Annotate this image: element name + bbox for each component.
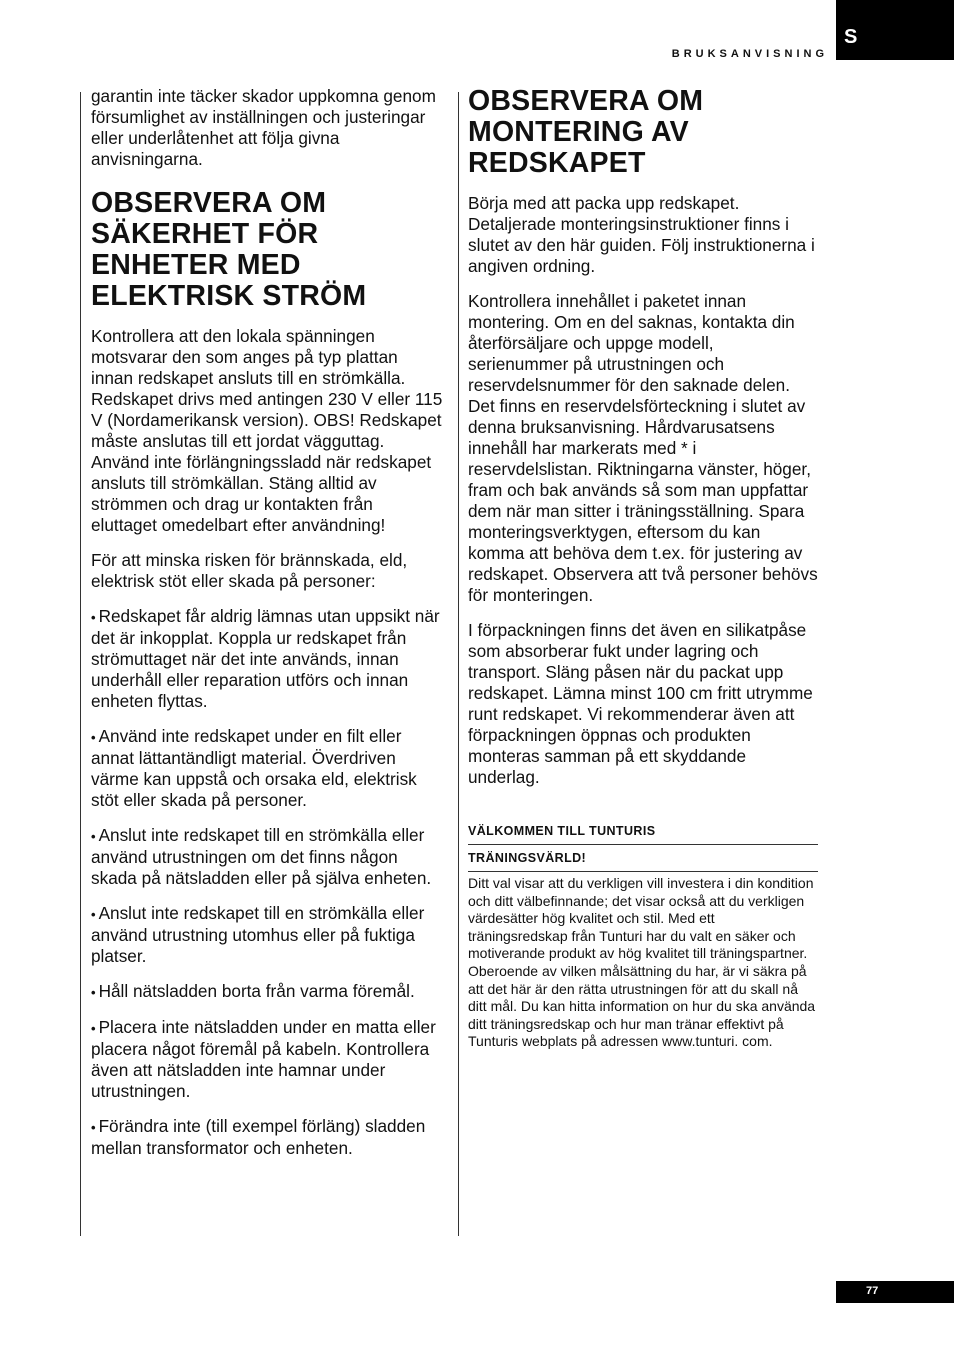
bullet-item: [91, 981, 443, 1003]
bullet-text: Förändra inte (till exempel förläng) sladden mellan transformator och enheten.: [91, 1116, 426, 1158]
right-column: [468, 86, 818, 1065]
welcome-text: Ditt val visar att du verkligen vill investera i din kondition och ditt välbefinnande; det visar också att du verkligen värdesätter hög kvalitet och stil. Med ett träningsredskap från Tunturi har du valt en säker och motiverande produkt av hög kvalitet till träningspartner. Oberoende av vilken målsättning du har, är vi säkra på att det här är den rätta utrustningen för att du skall nå ditt mål. Du kan hitta information on hur du ska använda ditt träningsredskap och hur man tränar effektivt på Tunturis webplats på adressen www.tunturi. com.: [468, 875, 816, 1050]
left-column-rule: [80, 92, 81, 1236]
welcome-heading-line1: VÄLKOMMEN TILL TUNTURIS: [468, 818, 818, 845]
welcome-heading-line2: TRÄNINGSVÄRLD!: [468, 845, 818, 872]
bullet-icon: •: [91, 730, 96, 745]
bullet-text: Redskapet får aldrig lämnas utan uppsikt när det är inkopplat. Koppla ur redskapet från strömuttaget när det inte används, innan underhåll eller reparation utförs och innan enheten flyttas.: [91, 606, 440, 711]
intro-paragraph: garantin inte täcker skador uppkomna genom försumlighet av inställningen och justeringar eller underlåtenhet att följa givna anvisningarna.: [91, 86, 436, 169]
left-column: [91, 86, 443, 1173]
bullet-icon: •: [91, 829, 96, 844]
bullet-icon: •: [91, 907, 96, 922]
unpack-paragraph: Börja med att packa upp redskapet. Detaljerade monteringsinstruktioner finns i slutet av den här guiden. Följ instruktionerna i angiven ordning.: [468, 193, 815, 276]
contents-paragraph: Kontrollera innehållet i paketet innan montering. Om en del saknas, kontakta din återförsäljare och uppge modell, serienummer på utrustningen och reservdelsnummer för den saknade delen. Det finns en reservdelsförteckning i slutet av denna bruksanvisning. Hårdvarusatsens innehåll har markerats med * i reservdelslistan. Riktningarna vänster, höger, fram och bak används så som man uppfattar dem när man sitter i träningsställning. Spara monteringsverktygen, eftersom du kan komma att behöva dem t.ex. för justering av redskapet. Observera att två personer behövs för monteringen.: [468, 291, 818, 605]
bullet-icon: •: [91, 610, 96, 625]
bullet-text: Anslut inte redskapet till en strömkälla eller använd utrustning utomhus eller på fuktiga platser.: [91, 903, 425, 966]
packaging-paragraph: I förpackningen finns det även en silikatpåse som absorberar fukt under lagring och transport. Släng påsen när du packat upp redskapet. Lämna minst 100 cm fritt utrymme runt redskapet. Vi rekommenderar även att förpackningen öppnas och produkten monteras samman på ett skyddande underlag.: [468, 620, 813, 787]
bullet-icon: •: [91, 1021, 96, 1036]
bullet-text: Håll nätsladden borta från varma föremål.: [98, 981, 415, 1001]
language-tab: S: [836, 0, 954, 60]
bullet-item: [91, 726, 443, 811]
section-heading-assembly: OBSERVERA OM MONTERING AV REDSKAPET: [468, 85, 704, 179]
bullet-item: [91, 903, 443, 967]
bullet-item: [91, 606, 443, 712]
bullet-icon: •: [91, 1120, 96, 1135]
bullet-icon: •: [91, 985, 96, 1000]
document-type-label: BRUKSANVISNING: [671, 48, 828, 60]
voltage-paragraph: Kontrollera att den lokala spänningen motsvarar den som anges på typ plattan innan redskapet ansluts till en strömkälla. Redskapet drivs med antingen 230 V eller 115 V (Nordamerikansk version). OBS! Redskapet måste anslutas till ett jordat vägguttag. Använd inte förlängningssladd när redskapet ansluts till strömkällan. Stäng alltid av strömmen och drag ur kontakten från eluttaget omedelbart efter användning!: [91, 326, 443, 535]
bullet-text: Anslut inte redskapet till en strömkälla eller använd utrustningen om det finns någon skada på nätsladden eller på själva enheten.: [91, 825, 432, 888]
middle-column-rule: [458, 92, 459, 1236]
bullet-item: [91, 1116, 443, 1159]
section-heading-electrical-safety: OBSERVERA OM SÄKERHET FÖR ENHETER MED ELEKTRISK STRÖM: [91, 187, 367, 312]
bullet-item: [91, 825, 443, 889]
risk-intro-paragraph: För att minska risken för brännskada, eld, elektrisk stöt eller skada på personer:: [91, 550, 408, 591]
bullet-text: Använd inte redskapet under en filt eller annat lättantändligt material. Överdriven värme kan uppstå och orsaka eld, elektrisk stöt eller skada på personer.: [91, 726, 417, 810]
page-number: 77: [836, 1281, 954, 1303]
bullet-text: Placera inte nätsladden under en matta eller placera något föremål på kabeln. Kontrollera även att nätsladden inte hamnar under utrustningen.: [91, 1017, 436, 1101]
bullet-item: [91, 1017, 443, 1102]
